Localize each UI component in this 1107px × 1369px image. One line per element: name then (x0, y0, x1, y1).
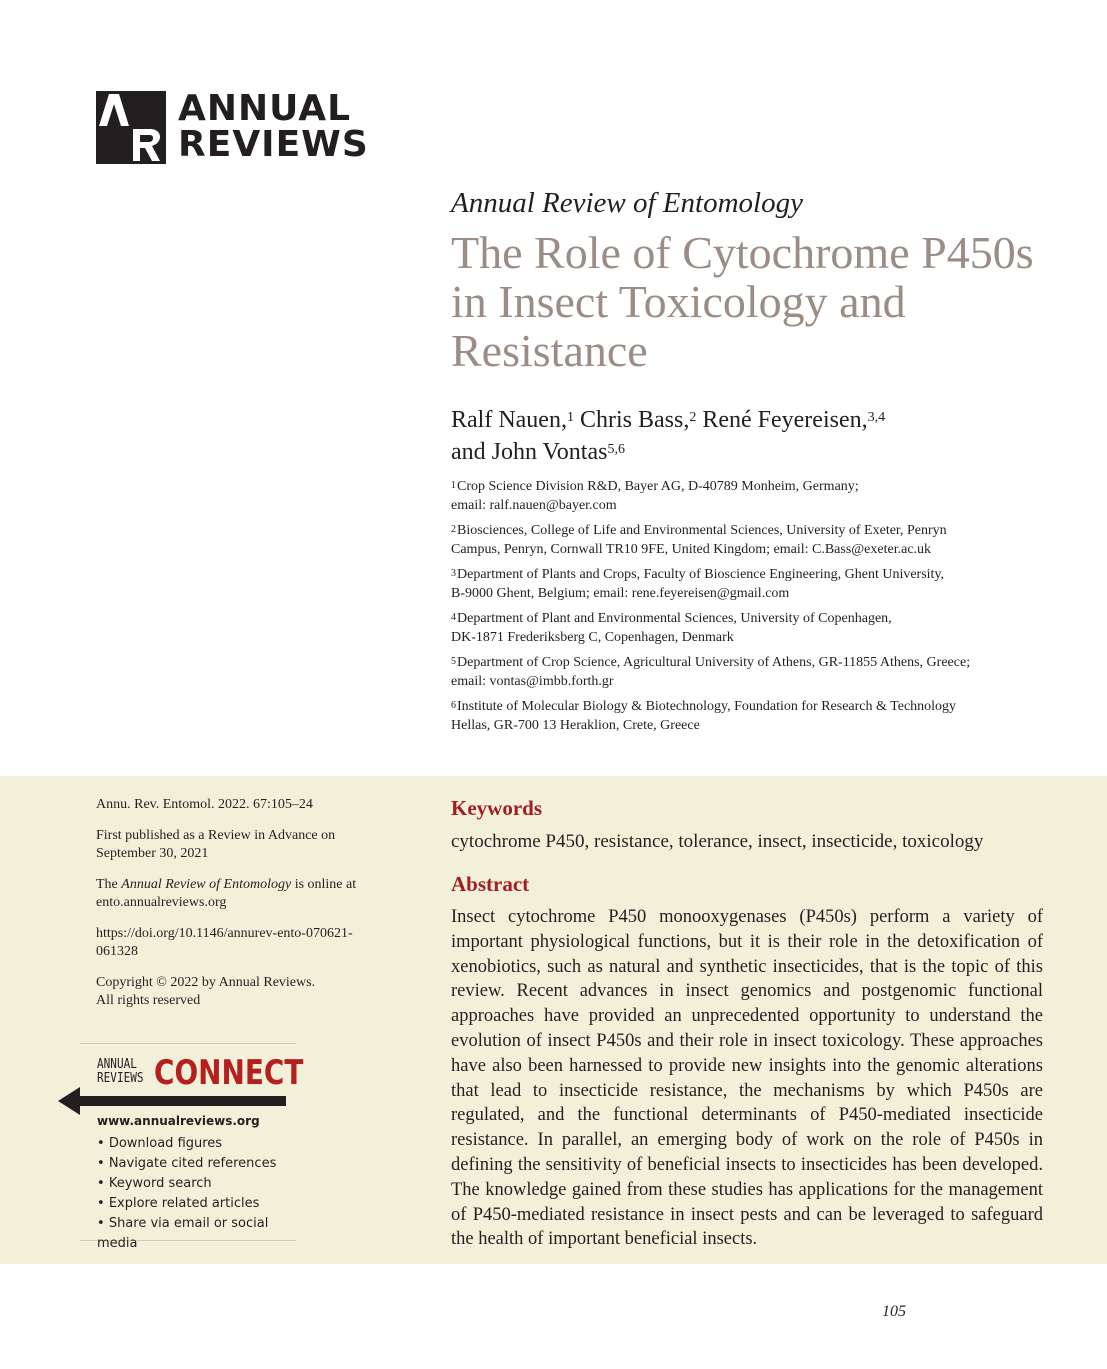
published-text: First published as a Review in Advance on (96, 827, 336, 843)
copyright-text: Copyright © 2022 by Annual Reviews. (96, 974, 316, 990)
affiliation-text: B-9000 Ghent, Belgium; email: rene.feyereisen@gmail.com (451, 586, 790, 601)
affiliation-number: 2 (451, 524, 456, 535)
copyright-text: All rights reserved (96, 993, 201, 1008)
annual-reviews-logo (96, 88, 369, 165)
affiliation (451, 609, 1051, 647)
online-info (96, 876, 396, 913)
affiliation-text: email: vontas@imbb.forth.gr (451, 674, 614, 689)
affiliation (451, 477, 1051, 515)
article-title: The Role of Cytochrome P450s in Insect Toxicology and Resistance (451, 227, 1034, 376)
author-affil-ref: 3,4 (867, 410, 886, 425)
journal-name: Annual Review of Entomology (451, 187, 803, 219)
author-affil-ref: 2 (689, 410, 697, 425)
affiliation-list (451, 477, 1051, 741)
affiliation-text: Crop Science Division R&D, Bayer AG, D-40789 Monheim, Germany; (457, 479, 859, 494)
keywords-heading: Keywords (451, 796, 542, 820)
affiliation-number: 3 (451, 568, 456, 579)
affiliation-text: Campus, Penryn, Cornwall TR10 9FE, United Kingdom; email: C.Bass@exeter.ac.uk (451, 542, 932, 557)
affiliation-text: email: ralf.nauen@bayer.com (451, 498, 617, 513)
affiliation-text: Department of Plant and Environmental Sciences, University of Copenhagen, (457, 611, 892, 626)
article-info-sidebar (96, 796, 396, 1023)
connect-feature: • Navigate cited references (97, 1154, 296, 1174)
connect-title: CONNECT (154, 1053, 304, 1093)
affiliation-text: Institute of Molecular Biology & Biotechnology, Foundation for Research & Technology (457, 699, 957, 714)
affiliation-text: Hellas, GR-700 13 Heraklion, Crete, Greece (451, 718, 700, 733)
affiliation-text: Biosciences, College of Life and Environmental Sciences, University of Exeter, Penryn (457, 523, 947, 538)
doi-text: https://doi.org/10.1146/annurev-ento-070621- (96, 925, 353, 941)
abstract-text: Insect cytochrome P450 monooxygenases (P450s) perform a variety of important physiological functions, but it is their role in the detoxification of xenobiotics, such as natural and synthetic insecticides, that is the topic of this review. Recent advances in insect genomics and postgenomic functional approaches have provided an unprecedented opportunity to understand the evolution of insect P450s and their role in insect toxicology. These approaches have also been harnessed to provide new insights into the genomic alterations that lead to insecticide resistance, the mechanisms by which P450s are regulated, and the functional determinants of P450-mediated insecticide resistance. In parallel, an emerging body of work on the role of P450s in defining the sensitivity of beneficial insects to insecticides has been developed. The knowledge gained from these studies has applications for the management of P450-mediated resistance in insect pests and can be leveraged to safeguard the health of important beneficial insects. (451, 907, 1043, 1250)
affiliation-number: 4 (451, 612, 456, 623)
published-date (96, 827, 396, 864)
author-name: René Feyereisen, (702, 407, 868, 433)
copyright (96, 974, 396, 1011)
connect-reviews: REVIEWS (97, 1071, 144, 1086)
affiliation (451, 521, 1051, 559)
affiliation-number: 6 (451, 700, 456, 711)
affiliation (451, 697, 1051, 735)
author-list (451, 404, 1071, 468)
affiliation-number: 1 (451, 480, 456, 491)
connect-feature: • Share via email or social media (97, 1214, 296, 1254)
journal-url[interactable]: ento.annualreviews.org (96, 895, 227, 910)
connect-feature: • Keyword search (97, 1174, 296, 1194)
affiliation-number: 5 (451, 656, 456, 667)
annual-reviews-connect-box (80, 1043, 304, 1251)
citation: Annu. Rev. Entomol. 2022. 67:105–24 (96, 797, 313, 812)
online-journal: Annual Review of Entomology (121, 876, 292, 892)
connect-feature: • Download figures (97, 1134, 296, 1154)
affiliation-text: Department of Plants and Crops, Faculty of Bioscience Engineering, Ghent University, (457, 567, 945, 582)
keywords-text: cytochrome P450, resistance, tolerance, insect, insecticide, toxicology (451, 831, 984, 852)
logo-line-annual: ANNUAL (178, 88, 352, 129)
logo-wordmark (178, 88, 369, 165)
connect-annual-reviews-label (97, 1058, 144, 1086)
online-text: The (96, 876, 122, 892)
abstract-heading: Abstract (451, 872, 530, 896)
published-text: September 30, 2021 (96, 846, 209, 861)
affiliation-text: Department of Crop Science, Agricultural University of Athens, GR-11855 Athens, Greece; (457, 655, 971, 670)
affiliation-text: DK-1871 Frederiksberg C, Copenhagen, Denmark (451, 630, 734, 645)
author-name: Ralf Nauen, (451, 407, 567, 433)
author-affil-ref: 5,6 (607, 442, 625, 457)
doi[interactable] (96, 925, 396, 962)
affiliation (451, 653, 1051, 691)
logo-line-reviews: REVIEWS (178, 124, 369, 165)
arrow-left-icon (58, 1084, 288, 1118)
author-name: Chris Bass, (579, 407, 690, 433)
connect-url[interactable]: www.annualreviews.org (97, 1114, 260, 1128)
connect-feature: • Explore related articles (97, 1194, 296, 1214)
page-number: 105 (882, 1303, 906, 1320)
author-affil-ref: 1 (566, 410, 574, 425)
connect-feature-list (97, 1134, 296, 1254)
connect-annual: ANNUAL (97, 1057, 137, 1072)
affiliation (451, 565, 1051, 603)
doi-text: 061328 (96, 944, 138, 959)
ar-logo-icon (96, 91, 166, 164)
online-text: is online at (291, 876, 357, 892)
author-name: and John Vontas (451, 439, 608, 465)
